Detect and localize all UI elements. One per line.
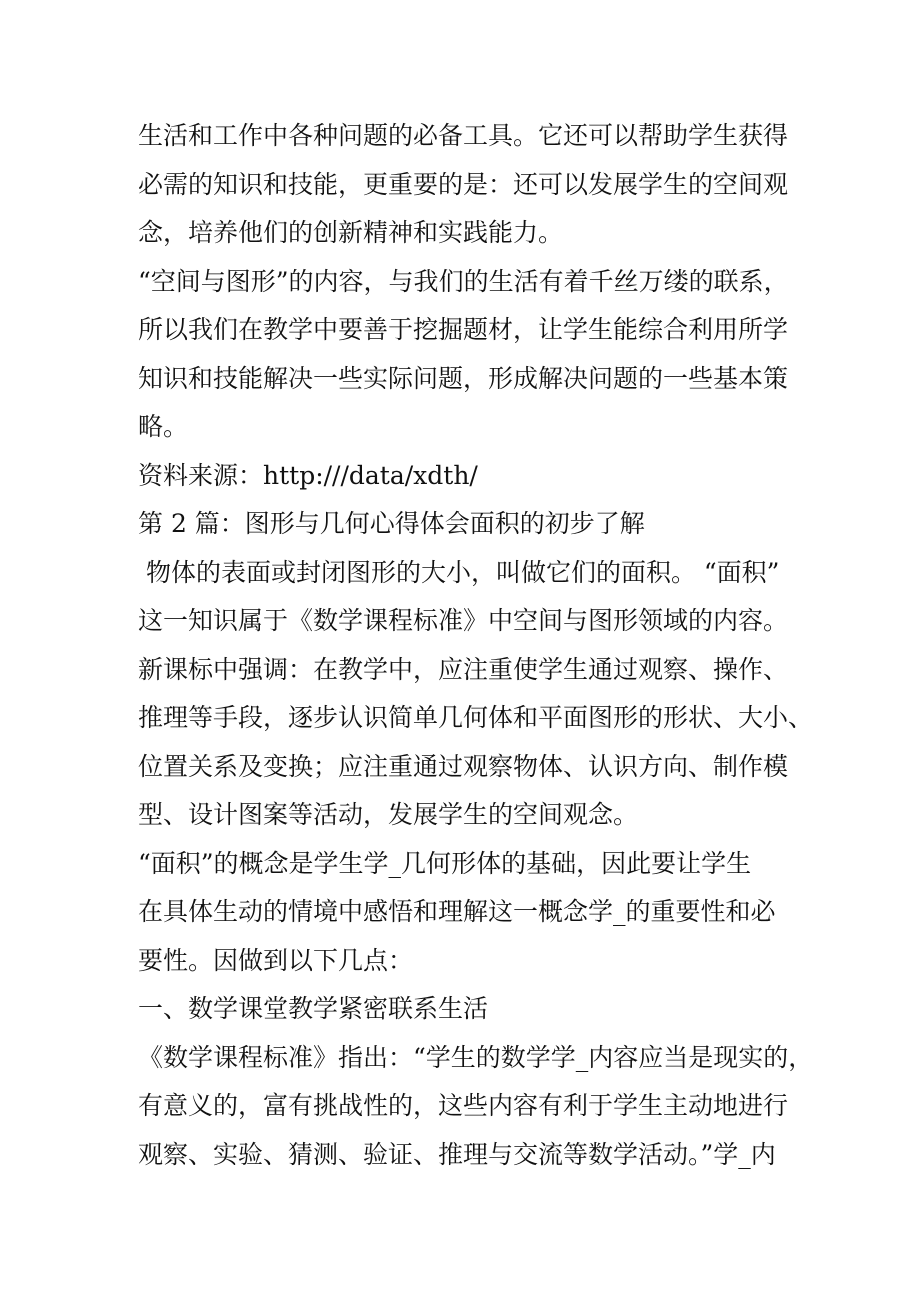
text-line: 在具体生动的情境中感悟和理解这一概念学_的重要性和必 (138, 897, 776, 926)
text-line: 新课标中强调：在教学中，应注重使学生通过观察、操作、 (138, 654, 789, 684)
text-line: 必需的知识和技能，更重要的是：还可以发展学生的空间观 (138, 169, 789, 199)
text-line: 有意义的，富有挑战性的，这些内容有利于学生主动地进行 (138, 1091, 789, 1120)
text-line: 推理等手段，逐步认识简单几何体和平面图形的形状、大小、 (138, 703, 814, 732)
section-heading: 第 2 篇：图形与几何心得体会面积的初步了解 (138, 509, 645, 538)
text-line: 这一知识属于《数学课程标准》中空间与图形领域的内容。 (138, 606, 789, 635)
text-line: 念，培养他们的创新精神和实践能力。 (138, 218, 564, 247)
text-line: 型、设计图案等活动，发展学生的空间观念。 (138, 800, 639, 829)
document-body (138, 112, 818, 1179)
text-line: “面积”的概念是学生学_几何形体的基础，因此要让学生 (138, 848, 752, 878)
text-line: 位置关系及变换；应注重通过观察物体、认识方向、制作模 (138, 751, 789, 781)
text-line: 生活和工作中各种问题的必备工具。它还可以帮助学生获得 (138, 121, 789, 150)
text-line: 知识和技能解决一些实际问题，形成解决问题的一些基本策 (138, 363, 789, 393)
text-line: 所以我们在教学中要善于挖掘题材，让学生能综合利用所学 (138, 315, 789, 344)
source-line: 资料来源：http:///data/xdth/ (138, 460, 478, 490)
text-line: 略。 (138, 412, 189, 441)
text-line: “空间与图形”的内容，与我们的生活有着千丝万缕的联系， (138, 266, 789, 296)
text-line: 《数学课程标准》指出：“学生的数学学_内容应当是现实的， (138, 1042, 814, 1072)
text-line: 观察、实验、猜测、验证、推理与交流等数学活动。”学_内 (138, 1139, 776, 1169)
text-line: 要性。因做到以下几点： (138, 945, 414, 975)
text-line: 物体的表面或封闭图形的大小，叫做它们的面积。 “面积” (138, 557, 780, 587)
subheading: 一、数学课堂教学紧密联系生活 (138, 994, 489, 1023)
